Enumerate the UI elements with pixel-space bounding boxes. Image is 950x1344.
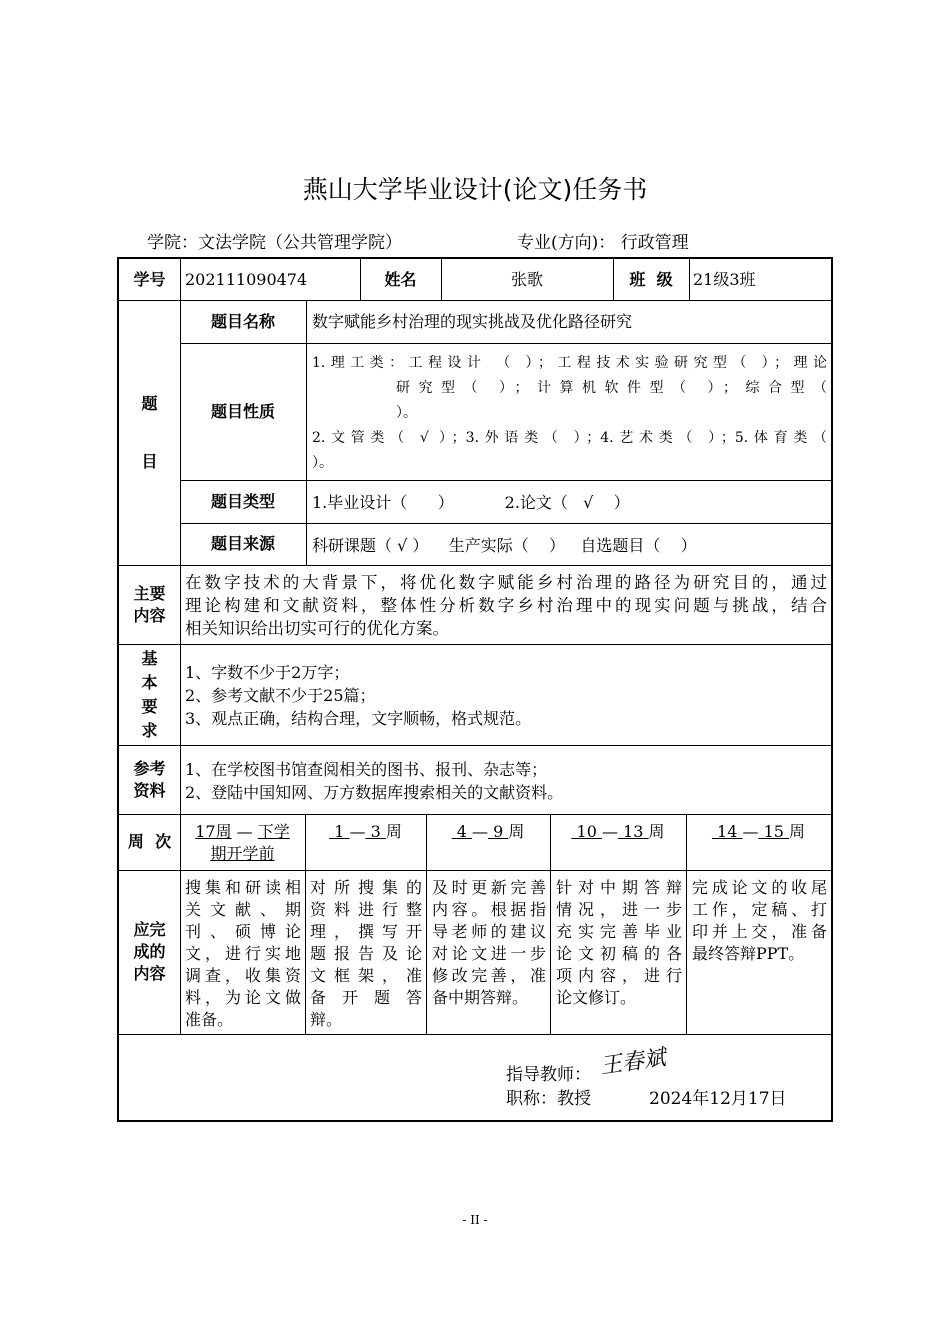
topic-nature-label: 题目性质 [210, 401, 275, 421]
weeks-label: 周 次 [127, 832, 172, 851]
references-label [119, 745, 180, 814]
requirements-label [119, 644, 180, 745]
tasks-label-2: 成的 [133, 942, 166, 961]
advisor-title: 职称：教授 [506, 1089, 591, 1109]
nature-line-3: ）。 [396, 405, 417, 421]
student-id-value: 202111090474 [185, 270, 308, 289]
task-col-4: 针对中期答辩 情况，进一步 充实完善毕业 论文初稿的各 项内容，进行 论文修订。 [556, 878, 682, 1007]
topic-section-char-2: 目 [141, 451, 158, 471]
class-label: 班 级 [629, 269, 673, 289]
tasks-label-1: 应完 [133, 920, 166, 939]
task-col-2: 对所搜集的 资料进行整 理，撰写开 题报告及论 文框架，准 备开题答 辩。 [310, 878, 422, 1029]
requirement-item: 2、参考文献不少于25篇； [185, 686, 376, 705]
nature-line-5: ）。 [312, 455, 333, 471]
main-content-line-3: 相关知识给出切实可行的优化方案。 [185, 619, 449, 638]
sign-date: 2024年12月17日 [649, 1089, 787, 1109]
references-label-1: 参考 [133, 758, 166, 778]
task-table [117, 257, 833, 1122]
week-col-4: 10 — 13 周 [576, 822, 665, 841]
topic-section-label [119, 300, 180, 565]
main-content-label-2: 内容 [133, 605, 166, 625]
requirements-label-4: 求 [141, 720, 158, 740]
requirement-item: 1、字数不少于2万字； [185, 663, 350, 682]
topic-type-label: 题目类型 [210, 491, 275, 511]
task-col-1: 搜集和研读相 关文献、期 刊、硕博论 文，进行实地 调查，收集资 料，为论文做 准备。 [185, 878, 301, 1029]
student-name-value: 张歌 [510, 269, 543, 289]
page-number: - II - [462, 1213, 488, 1227]
topic-name-label: 题目名称 [210, 311, 275, 331]
main-content-text [185, 571, 827, 640]
main-content-line-1: 在数字技术的大背景下，将优化数字赋能乡村治理的路径为研究目的，通过 [185, 573, 827, 592]
topic-section-char-1: 题 [141, 393, 158, 413]
requirements-label-1: 基 [141, 648, 158, 668]
topic-nature-options [312, 351, 827, 476]
college-line: 学院：文法学院（公共管理学院） [147, 233, 402, 253]
references-label-2: 资料 [133, 780, 166, 800]
document-title: 燕山大学毕业设计(论文)任务书 [302, 175, 648, 204]
requirements-label-3: 要 [141, 696, 158, 716]
nature-line-4: 2.文管类（ √ ）；3.外语类（ ）；4.艺术类（ ）；5.体育类（ [312, 430, 827, 446]
main-content-label-1: 主要 [133, 583, 166, 603]
class-value: 21级3班 [693, 270, 756, 289]
main-content-label [119, 565, 180, 644]
week-col-5: 14 — 15 周 [717, 822, 806, 841]
reference-item: 2、登陆中国知网、万方数据库搜索相关的文献资料。 [185, 783, 564, 802]
references-list [185, 758, 827, 804]
task-col-5: 完成论文的收尾 工作，定稿、打 印并上交，准备 最终答辩PPT。 [692, 878, 827, 963]
week-col-2: 1 — 3 周 [334, 822, 402, 841]
tasks-label-3: 内容 [133, 964, 166, 983]
week-col-1: 17周 — 下学 期开学前 [195, 822, 290, 863]
topic-source-value: 科研课题（ √ ） 生产实际（ ） 自选题目（ ） [312, 536, 697, 555]
main-content-line-2: 理论构建和文献资料，整体性分析数字乡村治理中的现实问题与挑战，结合 [185, 596, 827, 615]
reference-item: 1、在学校图书馆查阅相关的图书、报刊、杂志等； [185, 760, 548, 779]
student-name-label: 姓名 [384, 269, 417, 289]
task-col-3: 及时更新完善 内容。根据指 导老师的建议 对论文进一步 修改完善，准 备中期答辩。 [432, 878, 546, 1007]
nature-line-2: 研究型（ ）；计算机软件型（ ）；综合型（ [396, 380, 827, 396]
major-line: 专业(方向)： 行政管理 [517, 233, 689, 253]
nature-line-1: 1.理工类：工程设计 （ ）；工程技术实验研究型（ ）；理论 [312, 355, 827, 371]
topic-name-value: 数字赋能乡村治理的现实挑战及优化路径研究 [312, 312, 633, 331]
topic-type-value: 1.毕业设计（ ） 2.论文（ √ ） [312, 493, 630, 512]
requirement-item: 3、观点正确，结构合理，文字顺畅，格式规范。 [185, 709, 532, 728]
requirements-label-2: 本 [141, 672, 158, 692]
topic-source-label: 题目来源 [210, 534, 275, 553]
tasks-label [119, 870, 180, 1034]
week-col-3: 4 — 9 周 [456, 822, 525, 841]
requirements-list [185, 661, 827, 730]
advisor-signature: 王春斌 [598, 1045, 668, 1080]
advisor-label: 指导教师： [506, 1065, 591, 1085]
student-id-label: 学号 [133, 269, 166, 289]
